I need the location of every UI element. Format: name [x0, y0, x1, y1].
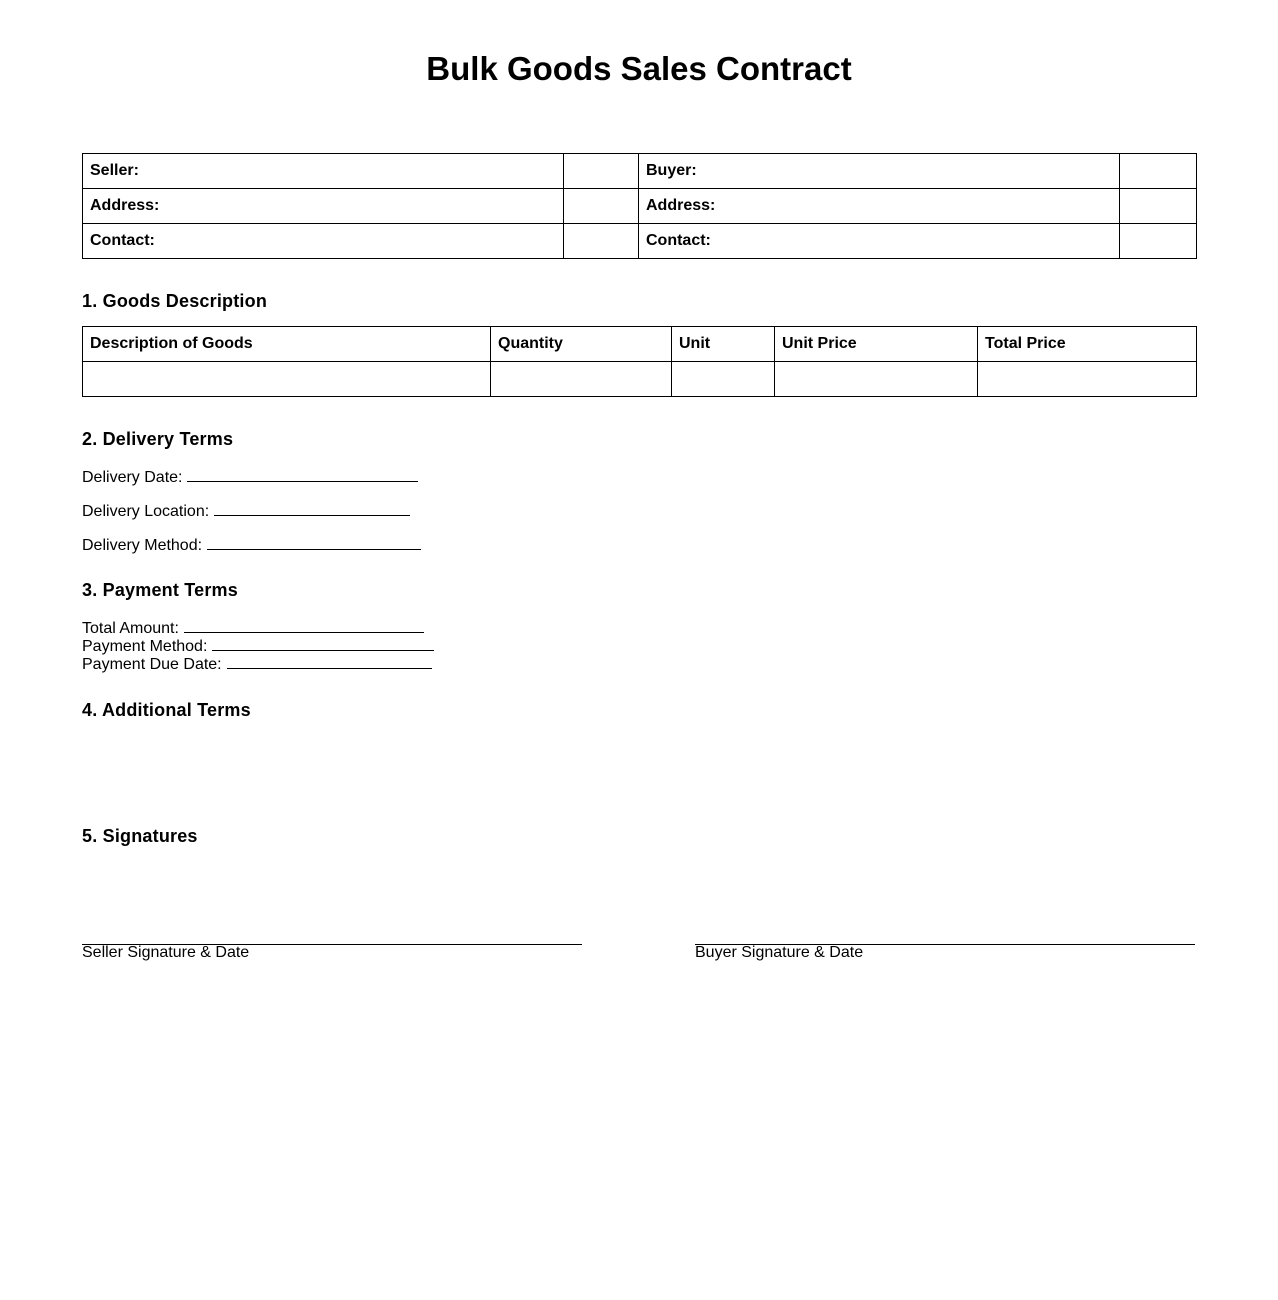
column-header: Total Price	[978, 327, 1197, 362]
buyer-address-label: Address:	[639, 189, 1120, 224]
column-header: Quantity	[491, 327, 672, 362]
buyer-address-cell[interactable]	[1120, 189, 1197, 224]
seller-contact-label: Contact:	[83, 224, 564, 259]
total-price-cell[interactable]	[978, 362, 1197, 397]
payment-due-date-blank[interactable]	[227, 653, 432, 669]
goods-table	[82, 326, 1197, 397]
seller-address-cell[interactable]	[564, 189, 639, 224]
seller-label: Seller:	[83, 154, 564, 189]
column-header: Description of Goods	[83, 327, 491, 362]
delivery-date-blank[interactable]	[187, 466, 418, 482]
table-row	[83, 189, 1197, 224]
seller-value-cell[interactable]	[564, 154, 639, 189]
column-header: Unit Price	[775, 327, 978, 362]
delivery-location-blank[interactable]	[214, 500, 410, 516]
description-cell[interactable]	[83, 362, 491, 397]
seller-address-label: Address:	[83, 189, 564, 224]
goods-heading: 1. Goods Description	[82, 291, 268, 311]
seller-contact-cell[interactable]	[564, 224, 639, 259]
payment-due-date-field	[82, 653, 432, 674]
buyer-contact-cell[interactable]	[1120, 224, 1197, 259]
delivery-location-field	[82, 500, 410, 521]
table-row	[83, 362, 1197, 397]
delivery-date-field	[82, 466, 418, 487]
table-row	[83, 224, 1197, 259]
page-title: Bulk Goods Sales Contract	[426, 50, 852, 87]
total-amount-blank[interactable]	[184, 617, 424, 633]
delivery-heading: 2. Delivery Terms	[82, 429, 234, 449]
table-row	[83, 154, 1197, 189]
payment-method-blank[interactable]	[212, 635, 434, 651]
buyer-contact-label: Contact:	[639, 224, 1120, 259]
table-header-row	[83, 327, 1197, 362]
unit-price-cell[interactable]	[775, 362, 978, 397]
field-label: Delivery Date:	[82, 469, 183, 486]
buyer-label: Buyer:	[639, 154, 1120, 189]
seller-signature-label: Seller Signature & Date	[82, 944, 250, 961]
additional-terms-heading: 4. Additional Terms	[82, 700, 251, 720]
buyer-signature-label: Buyer Signature & Date	[695, 944, 864, 961]
field-label: Payment Due Date:	[82, 656, 222, 673]
payment-heading: 3. Payment Terms	[82, 580, 238, 600]
field-label: Delivery Method:	[82, 537, 203, 554]
delivery-method-field	[82, 534, 421, 555]
parties-table	[82, 153, 1197, 259]
field-label: Total Amount:	[82, 620, 179, 637]
signatures-heading: 5. Signatures	[82, 826, 198, 846]
field-label: Payment Method:	[82, 638, 208, 655]
unit-cell[interactable]	[672, 362, 775, 397]
buyer-value-cell[interactable]	[1120, 154, 1197, 189]
quantity-cell[interactable]	[491, 362, 672, 397]
column-header: Unit	[672, 327, 775, 362]
delivery-method-blank[interactable]	[207, 534, 421, 550]
field-label: Delivery Location:	[82, 503, 210, 520]
